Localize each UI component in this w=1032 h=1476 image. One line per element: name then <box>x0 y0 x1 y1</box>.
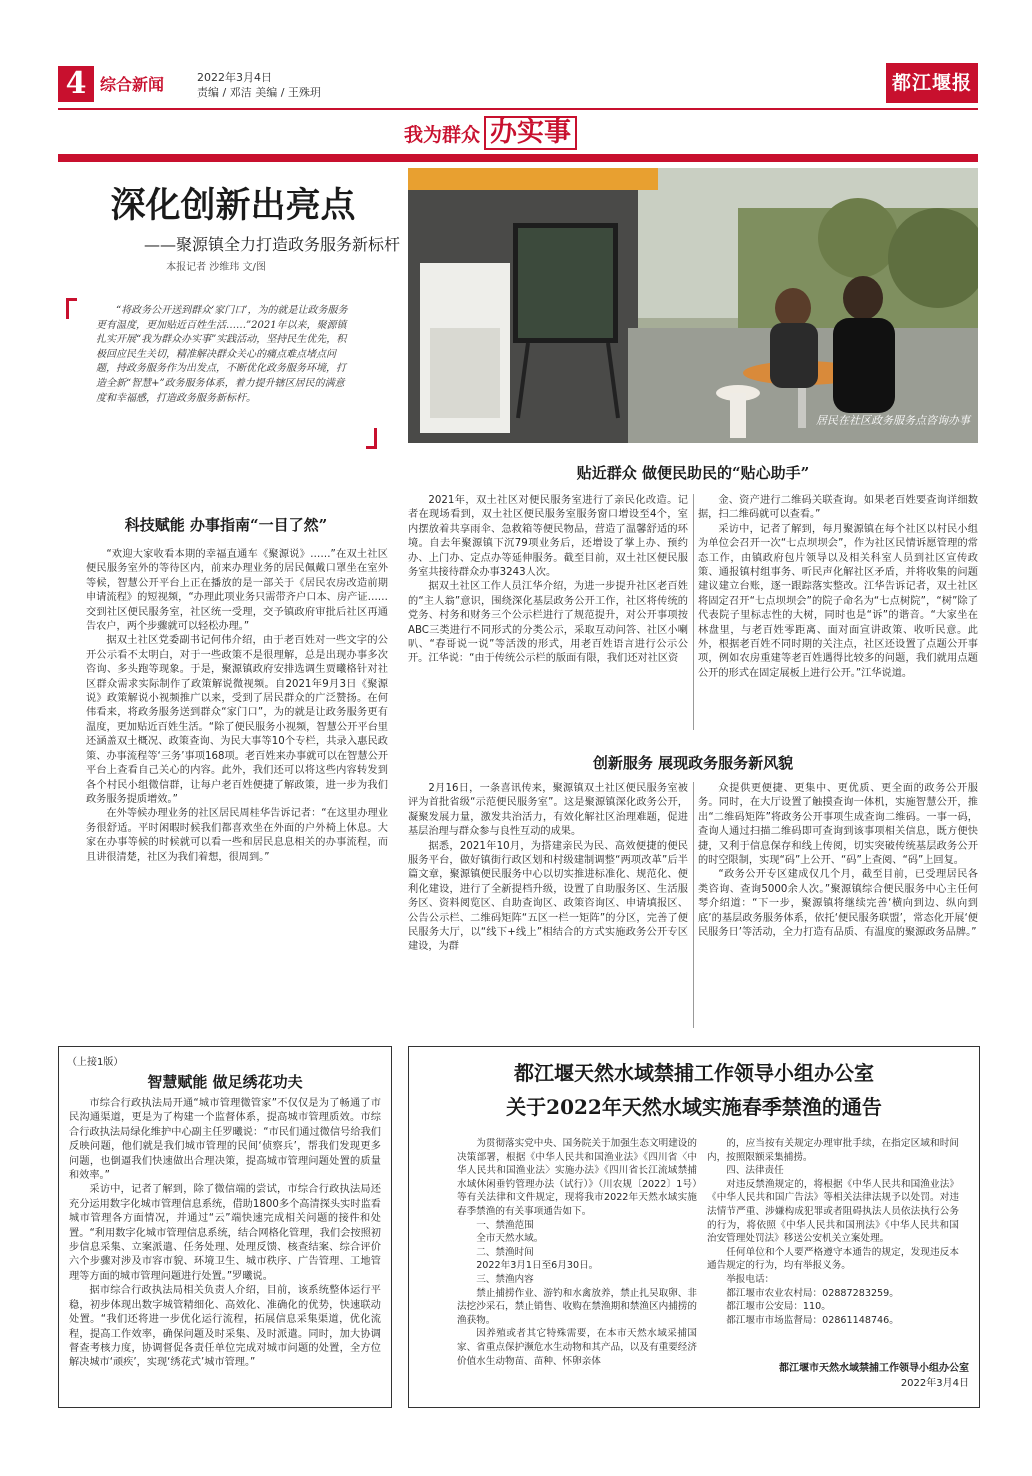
header-rule <box>58 108 978 110</box>
section1-paragraph: 在外等候办理业务的社区居民周桂华告诉记者：“在这里办理业务很舒适。平时闲暇时候我们都喜欢坐在外面的户外椅上休息。大家在办事等候的时候就可以看一些和居民息息相关的办事流程，而且讲很清楚，社区为我们着想，很周到。” <box>86 808 388 863</box>
section1-paragraph: 据双土社区党委副书记何伟介绍，由于老百姓对一些文字的公开公示看不太明白，对于一些政策不是很理解，总是出现办事多次咨询、多头跑等现象。于是，聚源镇政府安排选调生贾曦格针对社区群众需求实际制作了政策解说微视频。自2021年9月3日《聚源说》政策解说小视频推广以来，受到了居民群众的广泛赞扬。在何伟看来，将政务服务送到群众“家门口”，为的就是让政务服务更有温度，更加贴近百姓生活。“除了便民服务小视频，智慧公开平台里还涵盖双土概况、政策查询、为民大事等10个专栏，共录入惠民政策、办事流程等‘三务’事项168项。老百姓来办事就可以在智慧公开平台上查看自己关心的内容。此外，我们还可以将这些内容转发到各个村民小组微信群，让每户老百姓便捷了解政策，进一步为我们政务服务提质增效。” <box>86 635 388 805</box>
section1-heading: 科技赋能 办事指南“一目了然” <box>124 516 328 534</box>
section3-col1 <box>408 782 688 1032</box>
article-photo <box>408 168 978 443</box>
continued-label: （上接1版） <box>67 1057 124 1068</box>
quote-bracket-close <box>366 428 377 449</box>
notice-paragraph: 三、禁渔内容 <box>476 1273 534 1285</box>
notice-paragraph: 四、法律责任 <box>726 1165 784 1177</box>
red-band <box>58 154 978 162</box>
notice-title-line1: 都江堰天然水域禁捕工作领导小组办公室 <box>514 1061 874 1085</box>
section2-col1 <box>408 494 688 734</box>
section1-paragraph: “欢迎大家收看本期的幸福直通车《聚源说》……”在双土社区便民服务室外的等待区内，前来办理业务的居民佩戴口罩坐在室外等候，智慧公开平台上正在播放的是一部关于《居民农房改造前期申请流程》的短视频，“办理此项业务只需带齐户口本、房产证……交到社区便民服务室，社区统一受理，交予镇政府审批后社区再通告农户，两个步骤就可以轻松办理。” <box>86 549 388 633</box>
section1-body <box>86 548 388 1048</box>
continued-paragraph: 据市综合行政执法局相关负责人介绍，目前，该系统整体运行平稳，初步体现出数字城管精细化、高效化、准确化的优势，快速联动处置。“我们还将进一步优化运行流程，拓展信息采集渠道，优化流程，提高工作效率，确保问题及时采集、及时派遣。同时，加大协调督查考核力度，协调督促各责任单位完成对城市问题的处置，全方位解决城市‘顽疾’，实现‘绣花式’城市管理。” <box>69 1285 381 1369</box>
column-divider <box>693 782 694 1028</box>
notice-paragraph: 全市天然水域。 <box>476 1233 544 1245</box>
notice-paragraph: 的，应当按有关规定办理审批手续，在指定区域和时间内，按照限额采集捕捞。 <box>707 1138 959 1163</box>
section2-paragraph: 采访中，记者了解到，每月聚源镇在每个社区以村民小组为单位会召开一次“七点坝坝会”，作为社区民情诉愿管理的常态工作，由镇政府包片领导以及相关科室人员到社区宣传政策、通报镇村组事务、听民声化解社区矛盾，并将收集的问题建议建立台账，逐一跟踪落实整改。江华告诉记者，双土社区将固定召开“七点坝坝会”的院子命名为“七点树院”，“树”除了代表院子里标志性的大树，同时也是“诉”的谐音。“大家坐在林盘里，与老百姓零距离、面对面宣讲政策、收听民意。此外，根据老百姓不同时期的关注点，社区还设置了点题公开事项，例如农房重建等老百姓遇得比较多的问题，我们就用点题公开的形式在固定展板上进行公开。”江华说道。 <box>698 523 978 679</box>
signature-date: 2022年3月4日 <box>900 1378 969 1389</box>
section3-heading: 创新服务 展现政务服务新风貌 <box>592 754 794 772</box>
section2-col2 <box>698 494 978 734</box>
signature-org: 都江堰市天然水域禁捕工作领导小组办公室 <box>779 1363 969 1374</box>
notice-paragraph: 禁止捕捞作业、游钓和水禽放养，禁止扎吴取卵、非法挖沙采石，禁止销售、收购在禁渔期和禁渔区内捕捞的渔获物。 <box>457 1287 697 1326</box>
photo-illustration <box>408 168 978 443</box>
banner-text-1: 我为群众 <box>404 124 481 146</box>
section2-paragraph: 2021年，双土社区对便民服务室进行了亲民化改造。记者在现场看到，双土社区便民服务室服务窗口增设至4个，室内摆放着共享雨伞、急救箱等便民物品，营造了温馨舒适的环境。自去年聚源镇下沉79项业务后，还增设了掌上办、预约办、上门办、定点办等延伸服务。截至目前，双土社区便民服务室共接待群众办事3243人次。 <box>408 495 688 579</box>
main-subtitle: ——聚源镇全力打造政务服务新标杆 <box>143 235 400 254</box>
notice-paragraph: 对违反禁渔规定的，将根据《中华人民共和国渔业法》《中华人民共和国广告法》等相关法律法规予以处罚。对违法情节严重、涉嫌构成犯罪或者阻碍执法人员依法执行公务的行为，将依照《中华人民共和国刑法》《中华人民共和国治安管理处罚法》移送公安机关立案处理。 <box>707 1178 959 1245</box>
column-divider <box>693 494 694 730</box>
section3-paragraph: “政务公开专区建成仅几个月，截至目前，已受理居民各类咨询、查询5000余人次。”聚源镇综合便民服务中心主任何琴介绍道：“下一步，聚源镇将继续完善‘横向到边、纵向到底’的基层政务服务体系，依托‘便民服务联盟’，常态化开展‘便民服务日’等活动，全力打造有品质、有温度的聚源政务品牌。” <box>698 869 978 939</box>
section2-paragraph: 据双土社区工作人员江华介绍，为进一步提升社区老百姓的“主人翁”意识，围绕深化基层政务公开工作，社区将传统的党务、村务和财务三个公示栏进行了规范提升，对公开事项按ABC三类进行不同形式的分类公示，采取互动问答、社区小喇叭、“春哥说一说”等活泼的形式，用老百姓语言进行公示公开。江华说：“由于传统公示栏的版面有限，我们还对社区资 <box>408 581 688 665</box>
contacts-label: 举报电话： <box>726 1273 775 1285</box>
continued-heading: 智慧赋能 做足绣花功夫 <box>147 1073 303 1091</box>
notice-signature <box>707 1361 969 1391</box>
column-banner <box>404 116 577 152</box>
photo-caption: 居民在社区政务服务点咨询办事 <box>816 414 970 427</box>
notice-col1 <box>457 1137 697 1399</box>
notice-title-line2: 关于2022年天然水域实施春季禁渔的通告 <box>506 1095 882 1119</box>
quote-bracket-open <box>66 298 77 319</box>
contact-line: 都江堰市农业农村局：02887283259。 <box>726 1287 899 1299</box>
notice-box <box>408 1046 980 1408</box>
banner-text-2: 办实事 <box>484 116 577 150</box>
notice-paragraph: 二、禁渔时间 <box>476 1246 534 1258</box>
section3-paragraph: 2月16日，一条喜讯传来，聚源镇双土社区便民服务室被评为首批省级“示范便民服务室”。这是聚源镇深化政务公开，凝聚发展力量，激发共治活力，有效化解社区治理难题，促进基层治理与群众参与良性互动的成果。 <box>408 783 688 838</box>
continued-body <box>69 1097 381 1403</box>
contact-line: 都江堰市公安局：110。 <box>726 1301 831 1313</box>
byline: 本报记者 沙维玮 文/图 <box>166 262 266 273</box>
continued-paragraph: 采访中，记者了解到，除了微信端的尝试，市综合行政执法局还充分运用数字化城市管理信息系统，借助1800多个高清探头实时监看城市管理各方面情况，并通过“云”端快速完成相关问题的接件和处置。“利用数字化城市管理信息系统，结合网格化管理，我们会按照初步信息采集、立案派遣、任务处理、处理反馈、核查结案、综合评价六个步骤对涉及市容市貌、环境卫生、城市秩序、广告管理、工地管理等方面的城市管理问题进行处置。”罗曦说。 <box>69 1184 381 1282</box>
lead-paragraph: “将政务公开送到群众‘家门口’，为的就是让政务服务更有温度，更加贴近百姓生活……”2021年以来，聚源镇扎实开展“我为群众办实事”实践活动，坚持民生优先，积极回应民生关切，精准解决群众关心的痛点难点堵点问题，持政务服务作为出发点，不断优化政务服务环境，打造全新“智慧+”政务服务体系，着力提升辖区居民的满意度和幸福感，打造政务服务新标杆。 <box>96 305 348 404</box>
section2-heading: 贴近群众 做便民助民的“贴心助手” <box>576 464 810 482</box>
section3-paragraph: 众提供更便捷、更集中、更优质、更全面的政务公开服务。同时，在大厅设置了触摸查询一体机，实施智慧公开，推出“二维码矩阵”将政务公开事项生成查询二维码。一事一码，查询人通过扫描二维码即可查询到该事项相关信息，既方便快捷，又利于信息保存和线上传阅，切实突破传统基层政务公开的时空限制，实现“码”上公开、“码”上查阅、“码”上回复。 <box>698 783 978 867</box>
main-title: 深化创新出亮点 <box>110 185 356 226</box>
notice-paragraph: 为贯彻落实党中央、国务院关于加强生态文明建设的决策部署，根据《中华人民共和国渔业法》《四川省〈中华人民共和国渔业法〉实施办法》《四川省长江流域禁捕水域休闲垂钓管理办法（试行）》（川农规〔2022〕1号）等有关法律和文件规定，现将我市2022年天然水域实施春季禁渔的有关事项通告如下。 <box>457 1138 697 1217</box>
newspaper-logo: 都江堰报 <box>886 63 978 103</box>
notice-col2 <box>707 1137 959 1347</box>
continued-paragraph: 市综合行政执法局开通“城市管理微管家”不仅仅是为了畅通了市民沟通渠道，更是为了构建一个监督体系，提高城市管理质效。市综合行政执法局绿化维护中心副主任罗曦说：“市民们通过微信号给我们反映问题，他们就是我们城市管理的民间‘侦察兵’，帮我们发现更多问题，也倒逼我们快速做出合理决策，提高城市管理问题处置的质量和效率。” <box>69 1098 381 1182</box>
section2-paragraph: 金、资产进行二维码关联查询。如果老百姓要查询详细数据，扫二维码就可以查看。” <box>698 495 978 521</box>
section-name: 综合新闻 <box>100 75 165 94</box>
dateline <box>197 70 321 100</box>
notice-paragraph: 任何单位和个人要严格遵守本通告的规定，发现违反本通告规定的行为，均有举报义务。 <box>707 1246 959 1272</box>
contact-line: 都江堰市市场监督局：02861148746。 <box>726 1314 899 1326</box>
notice-paragraph: 2022年3月1日至6月30日。 <box>476 1260 599 1272</box>
notice-paragraph: 一、禁渔范围 <box>476 1219 534 1231</box>
issue-date: 2022年3月4日 <box>197 71 272 84</box>
page-number: 4 <box>58 66 94 102</box>
section3-col2 <box>698 782 978 1032</box>
editors: 责编 / 邓洁 美编 / 王殊玥 <box>197 86 321 99</box>
section3-paragraph: 据悉，2021年10月，为搭建亲民为民、高效便捷的便民服务平台，做好镇街行政区划和村级建制调整“两项改革”后半篇文章，聚源镇便民服务中心以切实推进标准化、规范化、便利化建设，进行了全新提档升级，设置了自助服务区、生活服务区、资料阅览区、自助查询区、政策咨询区、申请填报区、公告公示栏、二维码矩阵“五区一栏一矩阵”的分区，完善了便民服务大厅，以“线下+线上”相结合的方式实施政务公开专区建设，为群 <box>408 840 688 953</box>
notice-paragraph: 因养殖或者其它特殊需要，在本市天然水域采捕国家、省重点保护濒危水生动物和其产品，以及有重要经济价值水生动物苗、苗种、怀卵亲体 <box>457 1328 697 1367</box>
continued-article-box <box>58 1046 392 1408</box>
